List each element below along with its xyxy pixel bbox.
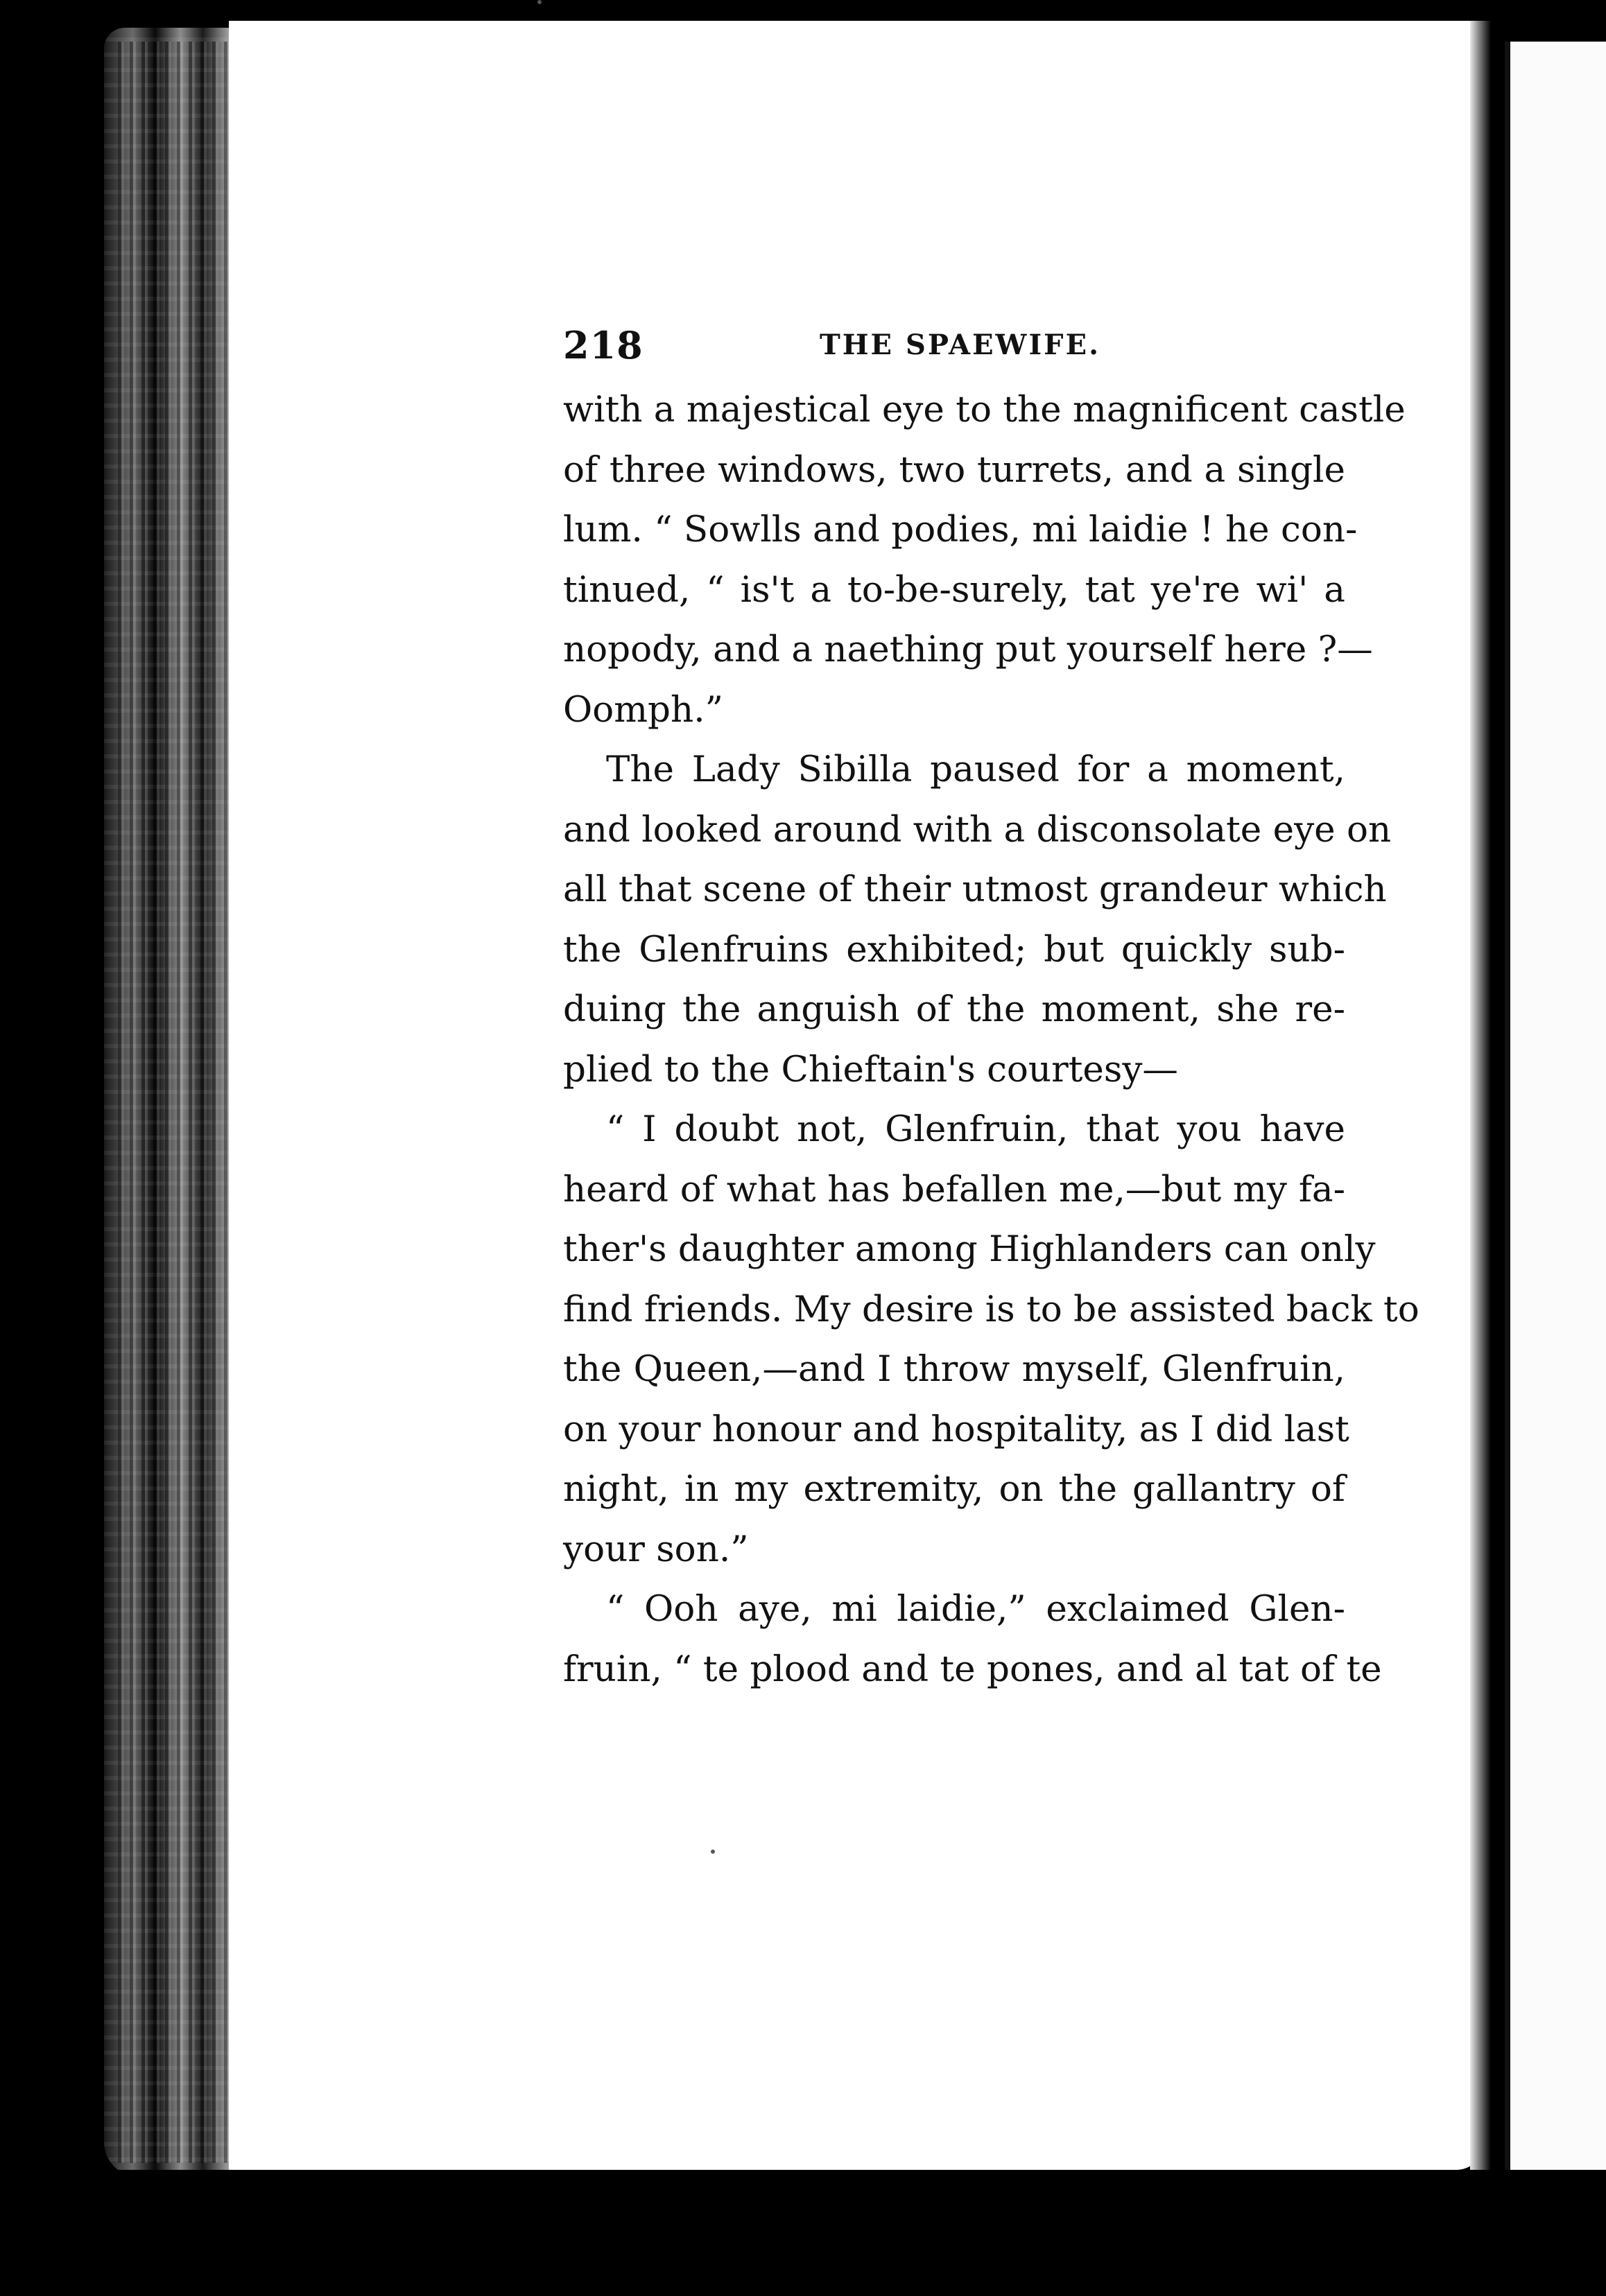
scan-speck [537, 0, 542, 4]
scan-bottom-border [0, 2170, 1606, 2296]
text-line: the Glenfruins exhibited; but quickly sub- [563, 928, 1345, 971]
running-title: THE SPAEWIFE. [820, 329, 1100, 361]
gutter-shadow [1470, 21, 1491, 2177]
facing-page-edge [1505, 42, 1606, 2260]
text-line: lum. “ Sowlls and podies, mi laidie ! he con- [563, 509, 1358, 550]
body-text [563, 380, 1419, 1699]
text-line: your son.” [563, 1528, 749, 1570]
text-line: fruin, “ te plood and te pones, and al tat of te [563, 1648, 1382, 1690]
text-line: The Lady Sibilla paused for a moment, [606, 749, 1345, 790]
text-line: of three windows, two turrets, and a single [563, 449, 1345, 491]
text-line: tinued, “ is't a to-be-surely, tat ye're wi' a [563, 568, 1345, 611]
text-line: ther's daughter among Highlanders can only [563, 1228, 1376, 1270]
text-line: all that scene of their utmost grandeur which [563, 869, 1387, 910]
text-line: find friends. My desire is to be assisted back to [563, 1288, 1419, 1330]
text-line: “ I doubt not, Glenfruin, that you have [606, 1108, 1345, 1150]
text-line: nopody, and a naething put yourself here ?— [563, 629, 1373, 670]
page-number: 218 [563, 323, 644, 367]
text-line: and looked around with a disconsolate eye on [563, 808, 1392, 851]
page-text-block [563, 323, 1419, 1699]
text-line: night, in my extremity, on the gallantry of [563, 1468, 1345, 1510]
text-line: the Queen,—and I throw myself, Glenfruin, [563, 1348, 1345, 1390]
running-head [563, 323, 1345, 372]
text-line: plied to the Chieftain's courtesy— [563, 1048, 1178, 1090]
text-line: on your honour and hospitality, as I did last [563, 1408, 1349, 1450]
text-line: heard of what has befallen me,—but my fa- [563, 1168, 1345, 1210]
text-line: Oomph.” [563, 688, 723, 731]
scan-speck [711, 1850, 715, 1854]
text-line: duing the anguish of the moment, she re- [563, 989, 1345, 1030]
text-line: “ Ooh aye, mi laidie,” exclaimed Glen- [606, 1588, 1345, 1630]
text-line: with a majestical eye to the magnificent castle [563, 389, 1406, 430]
